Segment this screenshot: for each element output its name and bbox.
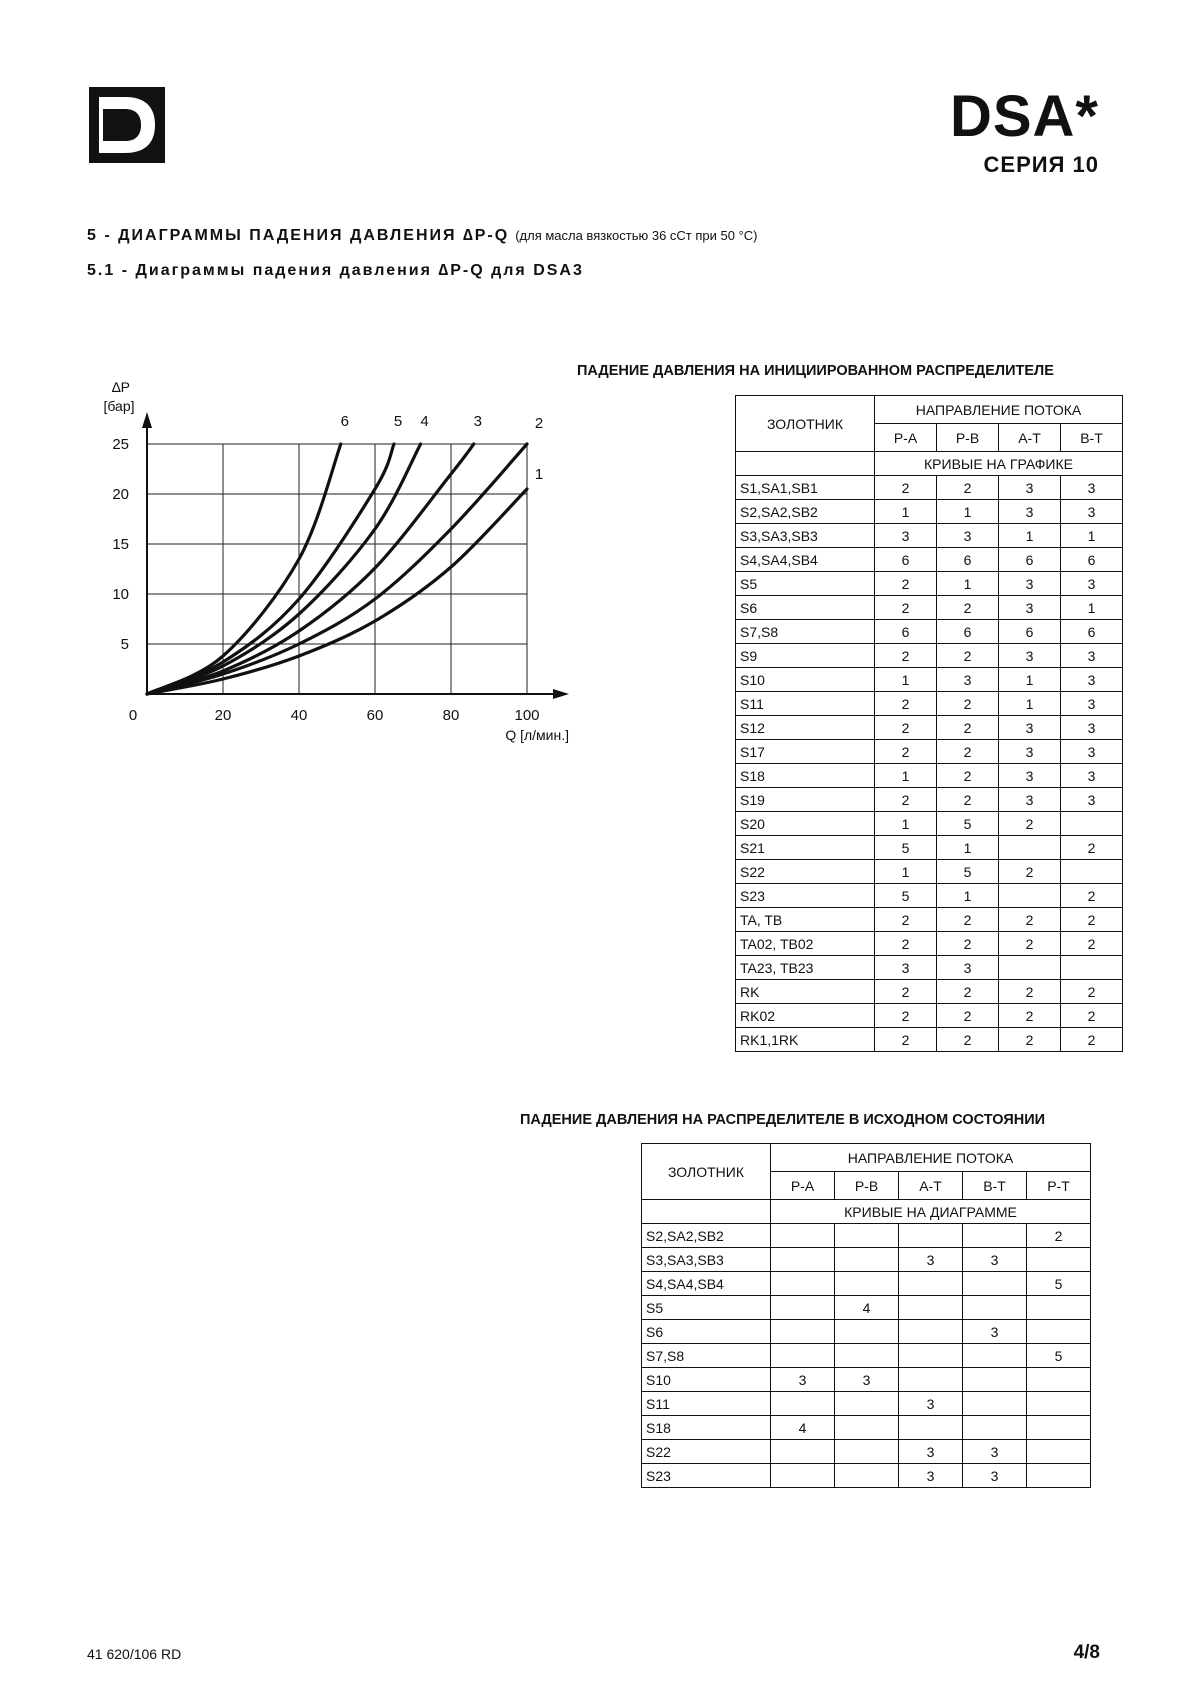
spool-name: S7,S8 — [642, 1344, 771, 1368]
curve-number-cell — [963, 1416, 1027, 1440]
curve-number-cell: 2 — [1061, 884, 1123, 908]
curve-number-cell: 2 — [1061, 980, 1123, 1004]
pressure-drop-chart — [95, 370, 575, 750]
curve-number-cell: 1 — [875, 500, 937, 524]
curve-number-cell: 2 — [937, 596, 999, 620]
table-row — [736, 716, 1123, 740]
table1-caption: ПАДЕНИЕ ДАВЛЕНИЯ НА ИНИЦИИРОВАННОМ РАСПРЕДЕЛИТЕЛЕ — [577, 363, 1054, 379]
curve-label: 6 — [340, 413, 349, 430]
spool-name: S22 — [736, 860, 875, 884]
table-row — [642, 1296, 1091, 1320]
curve-number-cell: 6 — [937, 620, 999, 644]
duplomatic-d-logo — [89, 87, 165, 163]
spool-name: S11 — [736, 692, 875, 716]
curves-header: КРИВЫЕ НА ГРАФИКЕ — [875, 452, 1123, 476]
curve-number-cell: 2 — [875, 908, 937, 932]
x-axis-arrow — [553, 689, 569, 699]
curve-number-cell — [835, 1416, 899, 1440]
empty-cell — [736, 452, 875, 476]
curve-number-cell: 3 — [963, 1440, 1027, 1464]
spool-name: S19 — [736, 788, 875, 812]
curve-number-cell: 1 — [1061, 596, 1123, 620]
curve-number-cell: 2 — [1061, 836, 1123, 860]
curve-number-cell: 2 — [937, 644, 999, 668]
y-tick-label: 15 — [112, 536, 129, 553]
table-row — [642, 1320, 1091, 1344]
curve-number-cell: 1 — [875, 860, 937, 884]
table-row — [642, 1392, 1091, 1416]
curve-number-cell: 1 — [999, 668, 1061, 692]
spool-name: TA02, TB02 — [736, 932, 875, 956]
table-row — [736, 956, 1123, 980]
spool-name: S20 — [736, 812, 875, 836]
curve-number-cell: 2 — [937, 740, 999, 764]
curve-number-cell: 3 — [899, 1464, 963, 1488]
curve-number-cell — [835, 1272, 899, 1296]
curve-number-cell: 2 — [999, 1028, 1061, 1052]
curve-number-cell: 3 — [937, 668, 999, 692]
curve-number-cell: 3 — [999, 788, 1061, 812]
table-row — [736, 1028, 1123, 1052]
curve-number-cell: 3 — [875, 956, 937, 980]
curve-number-cell: 2 — [937, 1028, 999, 1052]
curve-number-cell: 2 — [1027, 1224, 1091, 1248]
curve-number-cell — [1027, 1368, 1091, 1392]
section-note: (для масла вязкостью 36 сСт при 50 °С) — [515, 228, 758, 243]
table-row — [736, 620, 1123, 644]
curve-number-cell: 3 — [937, 956, 999, 980]
curve-number-cell — [963, 1272, 1027, 1296]
y-axis-arrow — [142, 412, 152, 428]
curve-number-cell — [835, 1224, 899, 1248]
y-tick-label: 20 — [112, 486, 129, 503]
spool-header: ЗОЛОТНИК — [642, 1144, 771, 1200]
chart-ticks — [112, 436, 539, 724]
spool-name: S21 — [736, 836, 875, 860]
curve-number-cell — [771, 1224, 835, 1248]
column-header: B-T — [963, 1172, 1027, 1200]
curve-number-cell: 3 — [999, 716, 1061, 740]
curve-number-cell: 3 — [999, 596, 1061, 620]
curve-number-cell: 2 — [999, 860, 1061, 884]
curve-number-cell: 2 — [999, 1004, 1061, 1028]
curve-number-cell — [835, 1464, 899, 1488]
curve-number-cell: 2 — [875, 716, 937, 740]
table-row — [736, 908, 1123, 932]
brand-block — [949, 84, 1099, 178]
spool-name: S6 — [642, 1320, 771, 1344]
table-row — [642, 1440, 1091, 1464]
curve-number-cell — [835, 1344, 899, 1368]
spool-name: RK — [736, 980, 875, 1004]
curve-number-cell: 3 — [1061, 740, 1123, 764]
spool-header: ЗОЛОТНИК — [736, 396, 875, 452]
curve-number-cell: 3 — [1061, 500, 1123, 524]
spool-name: S1,SA1,SB1 — [736, 476, 875, 500]
x-tick-label: 40 — [290, 707, 308, 724]
spool-name: S18 — [642, 1416, 771, 1440]
spool-name: S23 — [736, 884, 875, 908]
table-header-row — [736, 452, 1123, 476]
x-axis-title: Q [л/мин.] — [505, 727, 569, 743]
curve-number-cell: 3 — [999, 500, 1061, 524]
column-header: B-T — [1061, 424, 1123, 452]
table-row — [736, 740, 1123, 764]
curve-number-cell — [1027, 1320, 1091, 1344]
curve-number-cell: 3 — [999, 740, 1061, 764]
x-tick-label: 60 — [366, 707, 384, 724]
curve-number-cell: 3 — [835, 1368, 899, 1392]
curve-label: 3 — [473, 413, 482, 430]
curve-number-cell: 1 — [937, 500, 999, 524]
column-header: P-B — [835, 1172, 899, 1200]
curve-number-cell — [771, 1248, 835, 1272]
curve-number-cell — [963, 1296, 1027, 1320]
y-tick-label: 5 — [120, 636, 129, 653]
curve-number-cell — [963, 1392, 1027, 1416]
section-title: 5 - ДИАГРАММЫ ПАДЕНИЯ ДАВЛЕНИЯ ∆P-Q — [87, 227, 510, 244]
table-row — [736, 644, 1123, 668]
curve-number-cell: 2 — [999, 908, 1061, 932]
curve-number-cell: 1 — [875, 668, 937, 692]
section-heading — [87, 227, 758, 245]
curve-number-cell — [963, 1344, 1027, 1368]
curve-number-cell — [899, 1272, 963, 1296]
curve-number-cell: 6 — [1061, 548, 1123, 572]
curve-number-cell: 3 — [771, 1368, 835, 1392]
table-header-row — [642, 1144, 1091, 1172]
curve-number-cell: 1 — [999, 692, 1061, 716]
curve-number-cell: 3 — [899, 1248, 963, 1272]
section-subtitle: 5.1 - Диаграммы падения давления ∆P-Q для DSA3 — [87, 262, 584, 279]
curve-number-cell: 5 — [875, 884, 937, 908]
curve-number-cell — [1027, 1416, 1091, 1440]
curve-number-cell: 2 — [999, 932, 1061, 956]
curve-number-cell: 3 — [1061, 476, 1123, 500]
curve-number-cell: 4 — [835, 1296, 899, 1320]
curve-number-cell — [771, 1272, 835, 1296]
curve-number-cell: 2 — [937, 764, 999, 788]
spool-name: S12 — [736, 716, 875, 740]
table-row — [736, 788, 1123, 812]
curve-number-cell: 3 — [963, 1248, 1027, 1272]
table-row — [736, 692, 1123, 716]
curve-number-cell — [1061, 956, 1123, 980]
curve-number-cell — [1061, 860, 1123, 884]
curve-number-cell: 5 — [1027, 1272, 1091, 1296]
curve-number-cell: 3 — [1061, 716, 1123, 740]
curve-number-cell: 2 — [875, 1028, 937, 1052]
spool-name: TA23, TB23 — [736, 956, 875, 980]
curve-number-cell: 6 — [999, 548, 1061, 572]
curve-number-cell: 2 — [875, 740, 937, 764]
curve-1 — [147, 489, 527, 694]
column-header: P-A — [771, 1172, 835, 1200]
flow-direction-header: НАПРАВЛЕНИЕ ПОТОКА — [875, 396, 1123, 424]
curve-label: 2 — [534, 415, 544, 432]
curve-number-cell — [771, 1296, 835, 1320]
table-row — [642, 1272, 1091, 1296]
curve-number-cell: 3 — [899, 1440, 963, 1464]
curve-number-cell: 6 — [937, 548, 999, 572]
table-row — [736, 980, 1123, 1004]
spool-name: S7,S8 — [736, 620, 875, 644]
column-header: A-T — [999, 424, 1061, 452]
curve-number-cell: 3 — [1061, 572, 1123, 596]
table-row — [736, 668, 1123, 692]
curve-number-cell — [771, 1320, 835, 1344]
curve-number-cell — [1027, 1392, 1091, 1416]
curve-number-cell — [999, 956, 1061, 980]
curve-number-cell: 6 — [1061, 620, 1123, 644]
curve-label: 5 — [393, 413, 403, 430]
curve-number-cell: 2 — [937, 980, 999, 1004]
table-row — [642, 1224, 1091, 1248]
curve-label: 4 — [420, 413, 429, 430]
table-row — [736, 932, 1123, 956]
spool-name: S4,SA4,SB4 — [642, 1272, 771, 1296]
spool-name: S10 — [736, 668, 875, 692]
curve-number-cell: 2 — [937, 476, 999, 500]
spool-name: RK02 — [736, 1004, 875, 1028]
table-row — [736, 764, 1123, 788]
spool-name: S10 — [642, 1368, 771, 1392]
table-row — [736, 572, 1123, 596]
curve-number-cell — [1027, 1296, 1091, 1320]
curve-number-cell — [899, 1368, 963, 1392]
curve-number-cell: 2 — [875, 788, 937, 812]
y-axis-title: ∆P — [112, 379, 130, 395]
curve-number-cell: 3 — [875, 524, 937, 548]
curve-number-cell: 2 — [1061, 908, 1123, 932]
spool-name: TA, TB — [736, 908, 875, 932]
table-row — [736, 836, 1123, 860]
table-row — [642, 1368, 1091, 1392]
table-row — [642, 1248, 1091, 1272]
curve-number-cell: 2 — [875, 1004, 937, 1028]
curve-number-cell — [899, 1296, 963, 1320]
spool-name: RK1,1RK — [736, 1028, 875, 1052]
curve-number-cell: 2 — [937, 788, 999, 812]
column-header: A-T — [899, 1172, 963, 1200]
curve-number-cell: 2 — [875, 644, 937, 668]
curve-3 — [147, 444, 474, 694]
chart-grid — [147, 444, 527, 694]
curve-number-cell — [835, 1248, 899, 1272]
curve-number-cell: 4 — [771, 1416, 835, 1440]
spool-name: S5 — [736, 572, 875, 596]
table-row — [736, 476, 1123, 500]
product-model: DSA* — [949, 84, 1099, 149]
curve-number-cell: 2 — [875, 692, 937, 716]
empty-cell — [642, 1200, 771, 1224]
curve-number-cell: 1 — [937, 884, 999, 908]
curve-number-cell — [1027, 1464, 1091, 1488]
product-series: СЕРИЯ 10 — [983, 152, 1099, 177]
curve-2 — [147, 444, 527, 694]
curve-number-cell: 6 — [875, 620, 937, 644]
curve-number-cell: 2 — [937, 908, 999, 932]
spool-name: S22 — [642, 1440, 771, 1464]
table-rest-position-valve — [641, 1143, 1091, 1488]
spool-name: S5 — [642, 1296, 771, 1320]
curve-number-cell: 3 — [1061, 692, 1123, 716]
chart-curves — [147, 444, 527, 694]
table-row — [736, 524, 1123, 548]
table-row — [736, 1004, 1123, 1028]
table-row — [736, 884, 1123, 908]
curve-number-cell: 3 — [1061, 788, 1123, 812]
table-row — [736, 596, 1123, 620]
spool-name: S3,SA3,SB3 — [642, 1248, 771, 1272]
curve-number-cell: 2 — [937, 716, 999, 740]
spool-name: S23 — [642, 1464, 771, 1488]
curve-number-cell: 3 — [999, 572, 1061, 596]
curve-number-cell: 3 — [999, 644, 1061, 668]
x-tick-label: 20 — [214, 707, 232, 724]
y-axis-unit: [бар] — [103, 398, 135, 414]
curve-number-cell: 1 — [875, 764, 937, 788]
curve-number-cell — [963, 1224, 1027, 1248]
table-row — [736, 812, 1123, 836]
curve-number-cell: 5 — [937, 860, 999, 884]
curve-number-cell: 3 — [999, 764, 1061, 788]
curve-number-cell — [771, 1464, 835, 1488]
curve-number-cell — [835, 1440, 899, 1464]
curve-number-cell: 2 — [1061, 1028, 1123, 1052]
curve-number-cell: 5 — [937, 812, 999, 836]
curve-number-cell — [1061, 812, 1123, 836]
curve-number-cell: 3 — [937, 524, 999, 548]
curve-number-cell: 3 — [963, 1320, 1027, 1344]
spool-name: S2,SA2,SB2 — [736, 500, 875, 524]
curve-number-cell: 5 — [1027, 1344, 1091, 1368]
curve-number-cell — [899, 1416, 963, 1440]
curve-number-cell: 2 — [937, 692, 999, 716]
curve-number-cell: 2 — [875, 572, 937, 596]
curve-number-cell — [1027, 1440, 1091, 1464]
curve-number-cell — [899, 1224, 963, 1248]
curve-number-cell: 2 — [999, 812, 1061, 836]
spool-name: S6 — [736, 596, 875, 620]
curve-number-cell: 3 — [963, 1464, 1027, 1488]
curve-label: 1 — [534, 466, 544, 483]
curve-number-cell: 5 — [875, 836, 937, 860]
curve-number-cell — [963, 1368, 1027, 1392]
spool-name: S11 — [642, 1392, 771, 1416]
curve-number-cell: 2 — [875, 932, 937, 956]
curve-number-cell: 1 — [999, 524, 1061, 548]
curve-number-cell — [899, 1320, 963, 1344]
table-row — [736, 860, 1123, 884]
document-code: 41 620/106 RD — [87, 1646, 182, 1662]
spool-name: S9 — [736, 644, 875, 668]
column-header: P-T — [1027, 1172, 1091, 1200]
curve-number-cell: 3 — [1061, 764, 1123, 788]
x-tick-label: 80 — [442, 707, 460, 724]
page-number: 4/8 — [1073, 1642, 1100, 1663]
curve-number-cell — [835, 1392, 899, 1416]
curve-number-cell: 2 — [1061, 932, 1123, 956]
spool-name: S17 — [736, 740, 875, 764]
spool-name: S18 — [736, 764, 875, 788]
curve-number-cell: 6 — [875, 548, 937, 572]
table-row — [642, 1344, 1091, 1368]
spool-name: S3,SA3,SB3 — [736, 524, 875, 548]
table-row — [736, 548, 1123, 572]
spool-name: S2,SA2,SB2 — [642, 1224, 771, 1248]
curve-number-cell: 2 — [999, 980, 1061, 1004]
curve-number-cell: 2 — [875, 596, 937, 620]
curve-number-cell: 2 — [875, 980, 937, 1004]
flow-direction-header: НАПРАВЛЕНИЕ ПОТОКА — [771, 1144, 1091, 1172]
spool-name: S4,SA4,SB4 — [736, 548, 875, 572]
curve-number-cell: 3 — [899, 1392, 963, 1416]
curve-number-cell: 2 — [1061, 1004, 1123, 1028]
table-header-row — [736, 396, 1123, 424]
column-header: P-B — [937, 424, 999, 452]
x-tick-label: 0 — [128, 707, 138, 724]
table-initiated-valve — [735, 395, 1123, 1052]
curve-number-cell: 2 — [937, 1004, 999, 1028]
curves-header: КРИВЫЕ НА ДИАГРАММЕ — [771, 1200, 1091, 1224]
curve-number-cell: 3 — [999, 476, 1061, 500]
curve-number-cell: 1 — [875, 812, 937, 836]
table-header-row — [642, 1200, 1091, 1224]
curve-number-cell — [1027, 1248, 1091, 1272]
column-header: P-A — [875, 424, 937, 452]
table2-caption: ПАДЕНИЕ ДАВЛЕНИЯ НА РАСПРЕДЕЛИТЕЛЕ В ИСХОДНОМ СОСТОЯНИИ — [520, 1112, 1046, 1128]
curve-number-cell: 2 — [937, 932, 999, 956]
curve-number-cell: 1 — [937, 836, 999, 860]
curve-number-cell — [835, 1320, 899, 1344]
curve-number-cell: 1 — [937, 572, 999, 596]
curve-number-cell: 1 — [1061, 524, 1123, 548]
x-tick-label: 100 — [514, 707, 540, 724]
curve-number-cell: 2 — [875, 476, 937, 500]
curve-number-cell — [771, 1392, 835, 1416]
curve-number-cell — [999, 884, 1061, 908]
y-tick-label: 10 — [112, 586, 129, 603]
curve-6 — [147, 444, 341, 694]
curve-number-cell: 3 — [1061, 644, 1123, 668]
curve-number-cell: 3 — [1061, 668, 1123, 692]
table-row — [642, 1464, 1091, 1488]
y-tick-label: 25 — [112, 436, 129, 453]
table-row — [642, 1416, 1091, 1440]
curve-number-cell — [771, 1440, 835, 1464]
curve-number-cell — [771, 1344, 835, 1368]
curve-number-cell — [899, 1344, 963, 1368]
curve-number-cell: 6 — [999, 620, 1061, 644]
curve-number-cell — [999, 836, 1061, 860]
table-row — [736, 500, 1123, 524]
